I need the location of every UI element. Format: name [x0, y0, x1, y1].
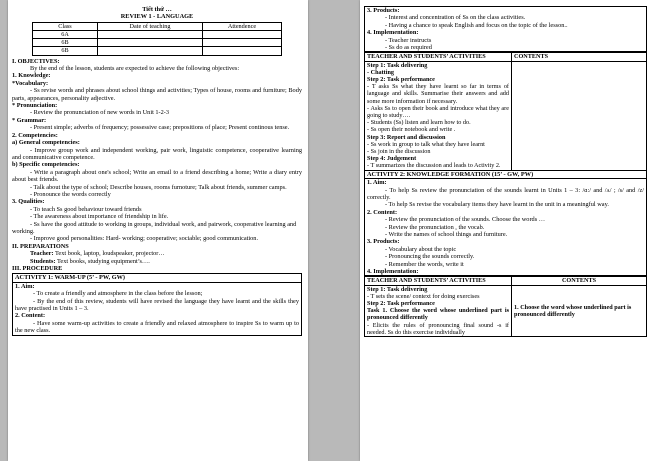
- table-row: [365, 285, 647, 336]
- step-2-text-2: - Asks Ss to open their book and introduce what they are going to study….: [367, 104, 509, 120]
- products-heading: 3. Products:: [367, 7, 400, 14]
- table-2-step-2-text: - Elicits the rules of pronouncing final sound -s if needed. Ss do this exercise individually: [367, 321, 509, 336]
- knowledge-heading: 1. Knowledge:: [12, 72, 51, 80]
- content-2-text-1: - Review the pronunciation of the sounds. Choose the words …: [385, 216, 546, 224]
- implementation-2-heading: 4. Implementation:: [367, 267, 419, 275]
- specific-competencies-1: - Write a paragraph about one's school; Write an email to a friend describing a home; Write a diary entry about best friends.: [12, 168, 302, 184]
- schedule-header-row: [33, 22, 282, 30]
- page-right-content: [364, 6, 647, 337]
- objectives-intro: By the end of the lesson, students are expected to achieve the following objectives:: [30, 65, 240, 73]
- activity-1-title: ACTIVITY 1: WARM-UP (5’ - PW, GW): [12, 273, 302, 282]
- procedure-heading: III. PROCEDURE: [12, 265, 63, 272]
- chatting: - Chatting: [367, 68, 394, 76]
- aim-2-text-1: - To help Ss review the pronunciation of the sounds learnt in Units 1 – 3: /ɑ:/ and /ʌ/ ; /s/ and /z/ correctly.: [367, 186, 644, 201]
- aim-2-heading: 1. Aim:: [367, 179, 387, 187]
- products-2-text-2: - Pronouncing the sounds correctly.: [385, 253, 475, 261]
- table-header-contents: CONTENTS: [512, 53, 647, 61]
- specific-competencies-heading: b) Specific competencies:: [12, 161, 80, 169]
- schedule-row: [33, 31, 282, 39]
- products-1: - Interest and concentration of Ss on the class activities.: [385, 14, 526, 22]
- preparations-heading: II. PREPARATIONS: [12, 242, 69, 250]
- table-header-activities: TEACHER AND STUDENTS’ ACTIVITIES: [365, 53, 512, 61]
- students-prep: [12, 258, 302, 265]
- qualities-heading: 3. Qualities:: [12, 198, 45, 206]
- implementation-heading: 4. Implementation:: [367, 29, 419, 37]
- table-2-content-text: 1. Choose the word whose underlined part is pronounced differently: [514, 303, 632, 318]
- activities-table-2: [364, 276, 647, 337]
- general-competencies-heading: a) General competencies:: [12, 139, 80, 147]
- activity-1-box: [12, 283, 302, 336]
- implementation-2: - Ss do as required: [385, 44, 432, 52]
- qualities-2: - The awareness about importance of friendship in life.: [30, 213, 169, 221]
- schedule-header-class: Class: [33, 22, 98, 30]
- document-page-left: [8, 0, 308, 461]
- activities-2-cell: [365, 285, 512, 336]
- vocabulary-text: - Ss revise words and phrases about school things and activities; Types of house, rooms and furniture; Body parts, appearances, personality adjective.: [12, 87, 302, 102]
- schedule-class: 6A: [33, 31, 98, 39]
- step-3-text-2: - Ss join in the discussion: [367, 148, 431, 156]
- general-competencies-text: - Improve group work and independent working, pair work, linguistic competence, cooperative learning and communicative competence.: [12, 146, 302, 161]
- vocabulary-heading: *Vocabulary:: [12, 79, 49, 87]
- teacher-prep: [12, 250, 302, 257]
- aim-1: - To create a friendly and atmosphere in the class before the lesson;: [33, 290, 203, 298]
- step-2-text-4: - Ss open their notebook and write .: [367, 126, 456, 134]
- competencies-heading: 2. Competencies:: [12, 131, 58, 139]
- products-2: - Having a chance to speak English and focus on the topic of the lesson..: [385, 21, 568, 29]
- specific-competencies-3: - Pronounce the words correctly: [30, 190, 111, 198]
- schedule-header-attendence: Attendence: [203, 22, 282, 30]
- schedule-row: [33, 47, 282, 55]
- schedule-row: [33, 39, 282, 47]
- table-header-row: [365, 53, 647, 61]
- step-4-text-1: - T summarizes the discussion and leads to Activity 2.: [367, 162, 501, 170]
- implementation-1: - Teacher instructs: [385, 36, 432, 44]
- content-2-heading: 2. Content:: [367, 208, 398, 216]
- page-left-content: [12, 6, 302, 336]
- content-heading: 2. Content:: [15, 312, 46, 320]
- specific-competencies-2: - Talk about the type of school; Describe houses, rooms furnoture; Talk about friends, summer camps.: [30, 183, 287, 191]
- table-2-step-1-text: - T sets the scene/ context for doing exercises: [367, 292, 480, 300]
- table-2-header-activities: TEACHER AND STUDENTS’ ACTIVITIES: [365, 277, 512, 285]
- qualities-4: - Improve good personalities: Hard- working; cooperative; sociable; good communication.: [30, 235, 259, 243]
- aim-2: - By the end of this review, students will have revised the language they have learnt and the skills they have practised in Units 1 – 3.: [15, 297, 299, 313]
- grammar-text: - Present simple; adverbs of frequency; possessive case; prepositions of place; Present continous tense.: [30, 124, 290, 132]
- products-2-text-3: - Remember the words, write it: [385, 260, 464, 268]
- step-4: Step 4: Judgement: [367, 155, 417, 163]
- students-text: Text books, studying equipment’s….: [55, 257, 150, 265]
- schedule-table: [32, 22, 282, 56]
- document-page-right: [360, 0, 650, 461]
- step-1: Step 1: Task delivering: [367, 61, 428, 69]
- step-2: Step 2: Task performance: [367, 76, 435, 84]
- activity-1-continued: [364, 6, 647, 52]
- contents-2-cell: [512, 285, 647, 336]
- objectives-heading: I. OBJECTIVES:: [12, 57, 60, 65]
- students-label: Students:: [30, 257, 56, 265]
- qualities-3: - Ss have the good attitude to working in groups, individual work, and pairwork, cooperative learning and working.: [12, 220, 297, 235]
- step-2-text-3: - Students (Ss) listen and learn how to do.: [367, 119, 471, 127]
- activity-2-box: [364, 179, 647, 276]
- table-2-step-2: Step 2: Task performance: [367, 299, 435, 307]
- aim-2-text-2: - To help Ss revise the vocabulary items they have learnt in the unit in a meaningful way.: [385, 201, 609, 209]
- schedule-header-date: Date of teaching: [98, 22, 203, 30]
- step-3-text-1: - Ss work in group to talk what they have learnt: [367, 140, 485, 148]
- products-2-heading: 3. Products:: [367, 238, 400, 246]
- activities-cell: [365, 61, 512, 170]
- step-2-text-1: - T asks Ss what they have learnt so far in terms of language and skills. Summarise their answers and add some more information if necessary.: [367, 83, 509, 105]
- table-2-task-1: Task 1. Choose the word whose underlined part is pronounced differently: [367, 307, 509, 322]
- grammar-heading: * Grammar:: [12, 116, 47, 124]
- table-row: [365, 61, 647, 170]
- content-2-text-3: - Write the names of school things and furniture.: [385, 230, 508, 238]
- lesson-number: Tiết thứ …: [142, 6, 172, 13]
- teacher-label: Teacher:: [30, 250, 54, 258]
- pronunciation-heading: * Pronunciation:: [12, 102, 58, 110]
- table-header-row: [365, 277, 647, 285]
- schedule-class: 6B: [33, 47, 98, 55]
- lesson-title: REVIEW 1 - LANGUAGE: [120, 13, 194, 21]
- content-2-text-2: - Review the pronunciation , the vocab.: [385, 223, 485, 231]
- activity-2-title: ACTIVITY 2: KNOWLEDGE FORMATION (15’ - GW, PW): [364, 171, 647, 179]
- step-3: Step 3: Report and discussion: [367, 133, 446, 141]
- pronunciation-text: - Review the pronunciation of new words in Unit 1-2-3: [30, 109, 170, 117]
- teacher-text: Text book, laptop, loudspeaker, projector…: [53, 250, 165, 258]
- content-1: - Have some warm-up activities to create a friendly and relaxed atmosphere to inspire Ss to warm up to the new class.: [15, 319, 299, 335]
- aim-heading: 1. Aim:: [15, 282, 35, 290]
- contents-cell: [512, 61, 647, 170]
- activities-table-1: [364, 52, 647, 170]
- qualities-1: - To teach Ss good behaviour toward friends: [30, 205, 142, 213]
- table-2-step-1: Step 1: Task delivering: [367, 285, 428, 293]
- products-2-text-1: - Vocabulary about the topic: [385, 245, 457, 253]
- table-2-header-contents: CONTENTS: [512, 277, 647, 285]
- schedule-class: 6B: [33, 39, 98, 47]
